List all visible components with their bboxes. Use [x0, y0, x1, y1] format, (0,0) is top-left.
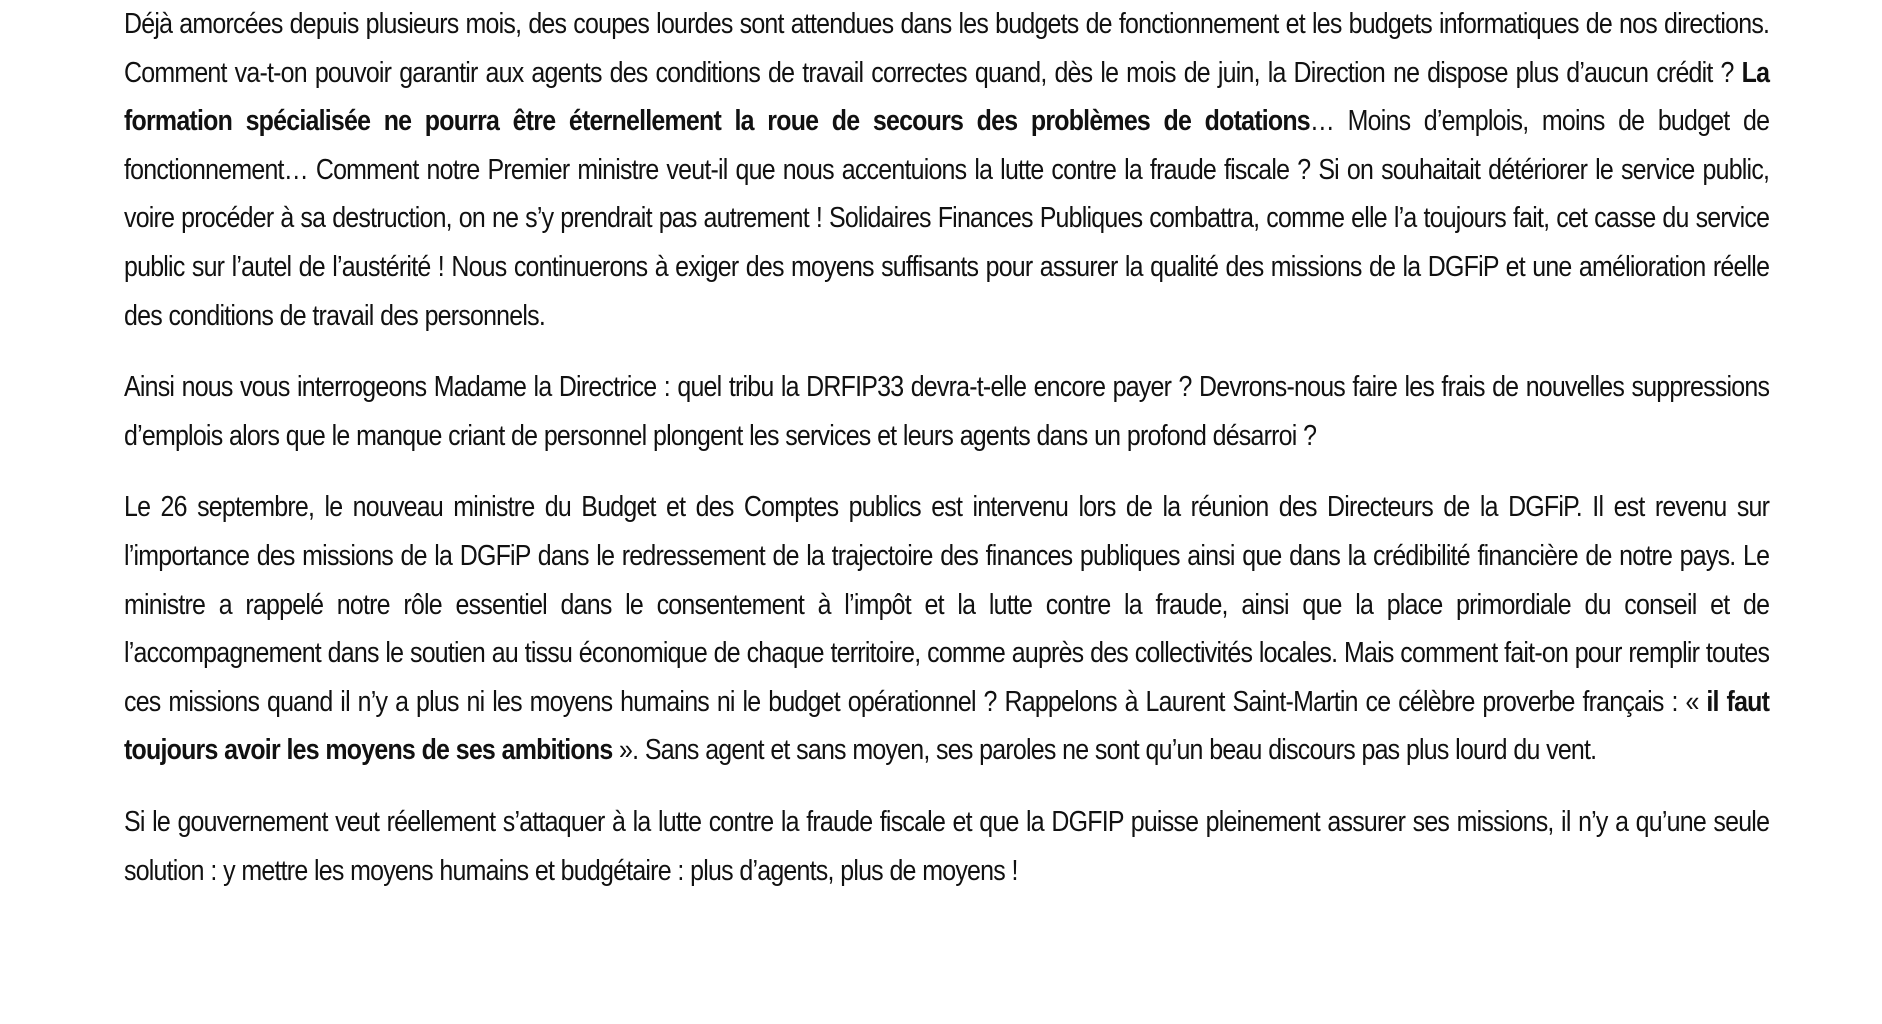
- paragraph-3-bold-proverb: il faut toujours avoir les moyens de ses ambitions: [124, 685, 1770, 767]
- paragraph-1-text-a: Déjà amorcées depuis plusieurs mois, des coupes lourdes sont attendues dans les budgets de fonctionnement et les budgets informatiques de nos directions. Comment va-t-on pouvoir garantir aux agents des conditions de travail correctes quand, dès le mois de juin, la Direction ne dispose plus d’aucun crédit ?: [124, 8, 1770, 89]
- paragraph-2-text: Ainsi nous vous interrogeons Madame la Directrice : quel tribu la DRFIP33 devra-t-elle encore payer ? Devrons-nous faire les frais de nouvelles suppressions d’emplois alors que le manque criant de personnel plongent les services et leurs agents dans un profond désarroi ?: [124, 371, 1770, 452]
- paragraph-question-directrice: [124, 363, 1769, 460]
- paragraph-conclusion: [124, 798, 1769, 895]
- paragraph-1-text-b: … Moins d’emplois, moins de budget de fonctionnement… Comment notre Premier ministre veut-il que nous accentuions la lutte contre la fraude fiscale ? Si on souhaitait détériorer le service public, voire procéder à sa destruction, on ne s’y prendrait pas autrement ! Solidaires Finances Publiques combattra, comme elle l’a toujours fait, cet casse du service public sur l’autel de l’austérité ! Nous continuerons à exiger des moyens suffisants pour assurer la qualité des missions de la DGFiP et une amélioration réelle des conditions de travail des personnels.: [124, 105, 1770, 332]
- paragraph-budget-cuts: [124, 0, 1769, 340]
- paragraph-minister-speech: [124, 483, 1769, 775]
- paragraph-3-text-a: Le 26 septembre, le nouveau ministre du Budget et des Comptes publics est intervenu lors de la réunion des Directeurs de la DGFiP. Il est revenu sur l’importance des missions de la DGFiP dans le redressement de la trajectoire des finances publiques ainsi que dans la crédibilité financière de notre pays. Le ministre a rappelé notre rôle essentiel dans le consentement à l’impôt et la lutte contre la fraude, ainsi que la place primordiale du conseil et de l’accompagnement dans le soutien au tissu économique de chaque territoire, comme auprès des collectivités locales. Mais comment fait-on pour remplir toutes ces missions quand il n’y a plus ni les moyens humains ni le budget opérationnel ? Rappelons à Laurent Saint-Martin ce célèbre proverbe français : «: [124, 491, 1770, 718]
- paragraph-3-text-b: ». Sans agent et sans moyen, ses paroles ne sont qu’un beau discours pas plus lourd du vent.: [612, 734, 1597, 767]
- document-page: [124, 0, 1769, 918]
- paragraph-1-bold-formation: La formation spécialisée ne pourra être éternellement la roue de secours des problèmes de dotations: [124, 56, 1770, 138]
- paragraph-4-text: Si le gouvernement veut réellement s’attaquer à la lutte contre la fraude fiscale et que la DGFIP puisse pleinement assurer ses missions, il n’y a qu’une seule solution : y mettre les moyens humains et budgétaire : plus d’agents, plus de moyens !: [124, 805, 1770, 887]
